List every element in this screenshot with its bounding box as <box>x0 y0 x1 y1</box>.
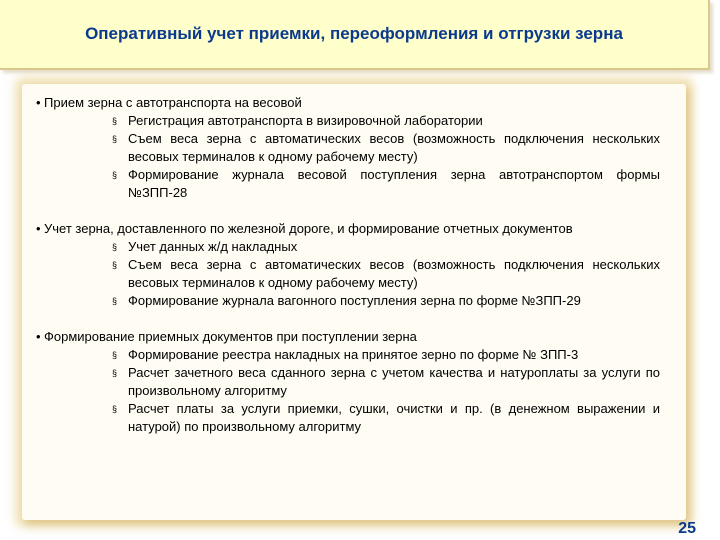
section-truck-intake <box>36 94 660 202</box>
list-item-text: Расчет платы за услуги приемки, сушки, очистки и пр. (в денежном выражении и натурой) по произвольному алгоритму <box>128 401 660 434</box>
list-item <box>36 292 660 310</box>
square-bullet-icon: § <box>112 296 118 306</box>
list-item <box>36 130 660 166</box>
section-heading <box>36 328 660 346</box>
section-heading-text: Прием зерна с автотранспорта на весовой <box>44 95 302 110</box>
list-item-text: Формирование журнала вагонного поступления зерна по форме №ЗПП-29 <box>128 293 581 308</box>
list-item <box>36 364 660 400</box>
bullet-icon: • <box>36 221 41 236</box>
list-item-text: Съем веса зерна с автоматических весов (возможность подключения нескольких весовых терминалов к одному рабочему месту) <box>128 131 660 164</box>
bullet-icon: • <box>36 95 41 110</box>
section-rail-intake <box>36 220 660 310</box>
square-bullet-icon: § <box>112 242 118 252</box>
section-heading-text: Учет зерна, доставленного по железной дороге, и формирование отчетных документов <box>44 221 573 236</box>
section-heading <box>36 94 660 112</box>
list-item-text: Формирование реестра накладных на принятое зерно по форме № ЗПП-3 <box>128 347 579 362</box>
list-item <box>36 166 660 202</box>
square-bullet-icon: § <box>112 350 118 360</box>
list-item <box>36 400 660 436</box>
page-number: 25 <box>678 520 696 537</box>
list-item <box>36 346 660 364</box>
list-item-text: Формирование журнала весовой поступления зерна автотранспортом формы №ЗПП-28 <box>128 167 660 200</box>
list-item-text: Расчет зачетного веса сданного зерна с учетом качества и натуроплаты за услуги по произвольному алгоритму <box>128 365 660 398</box>
square-bullet-icon: § <box>112 134 118 144</box>
bullet-icon: • <box>36 329 41 344</box>
list-item <box>36 112 660 130</box>
list-item-text: Регистрация автотранспорта в визировочной лаборатории <box>128 113 483 128</box>
square-bullet-icon: § <box>112 368 118 378</box>
slide-title: Оперативный учет приемки, переоформления и отгрузки зерна <box>85 24 623 43</box>
section-heading-text: Формирование приемных документов при поступлении зерна <box>44 329 417 344</box>
list-item-text: Съем веса зерна с автоматических весов (возможность подключения нескольких весовых терминалов к одному рабочему месту) <box>128 257 660 290</box>
list-item <box>36 238 660 256</box>
section-heading <box>36 220 660 238</box>
content-body <box>36 94 660 454</box>
list-item <box>36 256 660 292</box>
square-bullet-icon: § <box>112 116 118 126</box>
section-intake-documents <box>36 328 660 436</box>
square-bullet-icon: § <box>112 260 118 270</box>
square-bullet-icon: § <box>112 170 118 180</box>
list-item-text: Учет данных ж/д накладных <box>128 239 298 254</box>
square-bullet-icon: § <box>112 404 118 414</box>
